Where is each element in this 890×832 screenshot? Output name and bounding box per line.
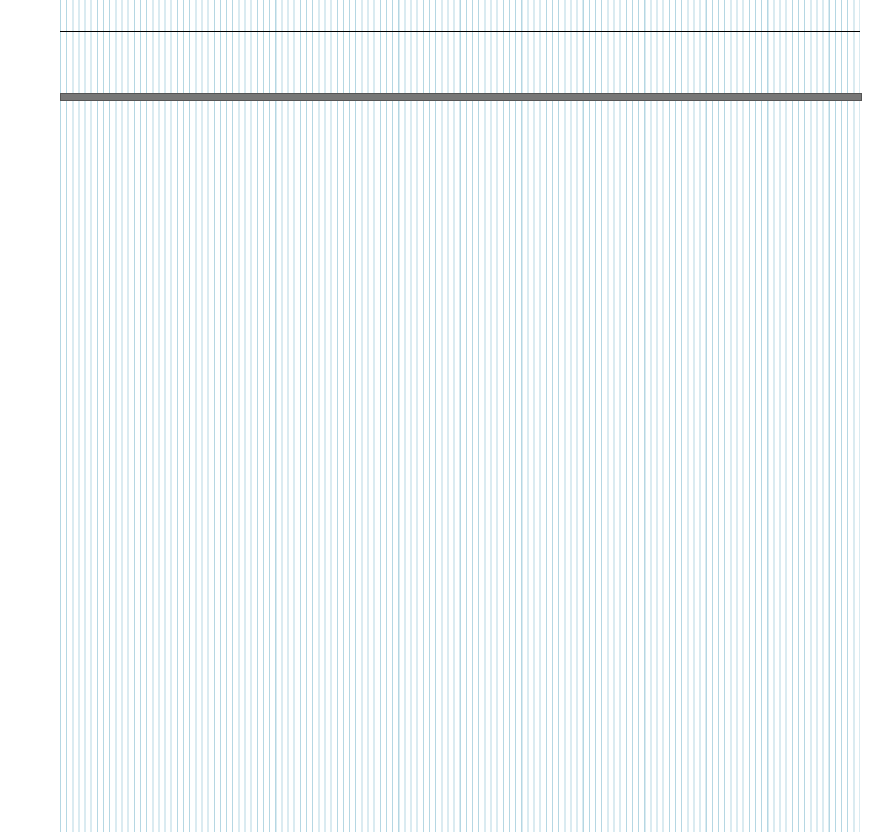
- cytoband-bar[interactable]: [60, 93, 862, 101]
- background-grid: [60, 0, 860, 832]
- ruler-arrows: [0, 0, 890, 40]
